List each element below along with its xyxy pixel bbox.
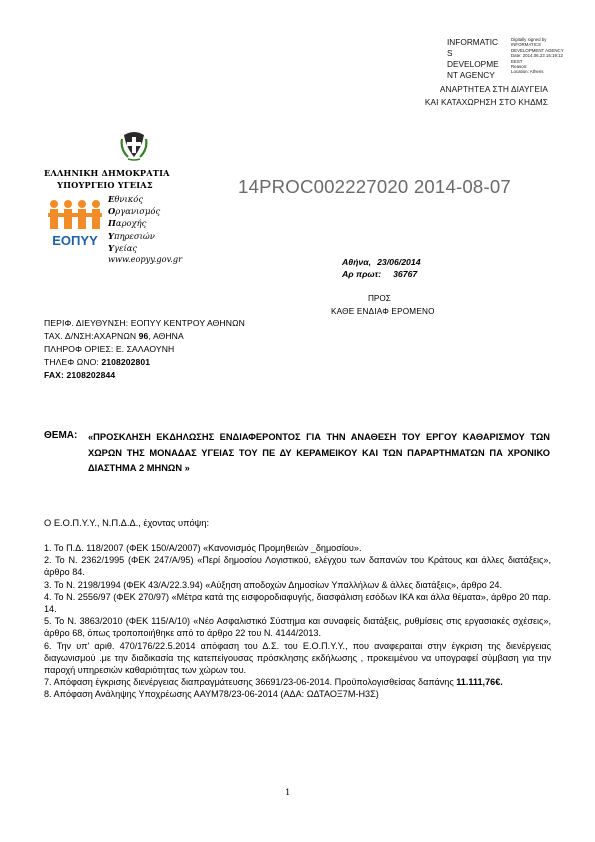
date-line — [342, 257, 421, 267]
subject-label: ΘΕΜΑ: — [44, 430, 78, 441]
agency-word: Υγείας — [108, 242, 138, 253]
signature-details — [511, 37, 591, 75]
ministry-name: ΥΠΟΥΡΓΕΙΟ ΥΓΕΙΑΣ — [57, 180, 153, 190]
sender-phone: ΤΗΛΕΦ ΩΝΟ: 2108202801 — [44, 357, 151, 367]
protocol-label: Αρ πρωτ: — [342, 269, 382, 279]
date-value: 23/06/2014 — [377, 257, 421, 267]
considerations-list — [44, 543, 551, 702]
signature-detail-line: Date: 2014.06.23 15:19:12 — [511, 53, 563, 59]
publication-stamp-line1: ΑΝΑΡΤΗΤΕΑ ΣΤΗ ΔΙΑΥΓΕΙΑ — [439, 84, 548, 94]
sender-fax: FAX: 2108202844 — [44, 370, 116, 380]
list-item: 7. Απόφαση έγκρισης διενέργειας διαπραγμάτευσης 36691/23-06-2014. Προϋπολογισθείσας δαπάνης 11.111,76€. — [44, 676, 503, 687]
signature-org-line: S — [447, 48, 453, 58]
signature-org-name — [447, 37, 507, 81]
signature-org-line: INFORMATIC — [447, 37, 499, 47]
protocol-number: 36767 — [393, 269, 418, 279]
recipient-label: ΠΡΟΣ — [368, 294, 391, 303]
signature-detail-line: Reason: — [511, 64, 528, 70]
signature-detail-line: Digitally signed by — [511, 37, 547, 42]
signature-org-line: DEVELOPME — [447, 59, 499, 69]
list-item: 2. Το Ν. 2362/1995 (ΦΕΚ 247/Α/95) «Περί δημοσίου Λογιστικού, ελέγχου των δαπανών του Κράτους και άλλες διατάξεις», άρθρο 84. — [44, 555, 551, 578]
greek-emblem-icon — [120, 131, 148, 161]
signature-detail-line: Location: Athens — [511, 69, 544, 75]
signature-detail-line: INFORMATICS — [511, 42, 541, 48]
list-item: 5. Το Ν. 3863/2010 (ΦΕΚ 115/Α/10) «Νέο Ασφαλιστικό Σύστημα και συναφείς διατάξεις, ρυθμίσεις στις εργασιακές σχέσεις», άρθρο 68, όπως τροποποιήθηκε από το άρθρο 22 του Ν. 4144/2013. — [44, 616, 551, 639]
intro-text: Ο Ε.Ο.Π.Υ.Υ., Ν.Π.Δ.Δ., έχοντας υπόψη: — [44, 518, 210, 528]
agency-website: www.eopyy.gov.gr — [108, 254, 183, 264]
country-name: ΕΛΛΗΝΙΚΗ ΔΗΜΟΚΡΑΤΙΑ — [44, 168, 170, 178]
list-item: 4. Το Ν. 2556/97 (ΦΕΚ 270/97) «Μέτρα κατά της εισφοροδιαφυγής, διασφάλιση εσόδων ΙΚΑ και άλλα θέματα», άρθρο 20 παρ. 14. — [44, 592, 551, 615]
date-label: Αθήνα, — [342, 257, 372, 267]
sender-department: ΠΕΡΙΦ. ΔΙΕΥΘΥΝΣΗ: ΕΟΠΥΥ ΚΕΝΤΡΟΥ ΑΘΗΝΩΝ — [44, 318, 245, 328]
list-item: 1. Το Π.Δ. 118/2007 (ΦΕΚ 150/Α/2007) «Κανονισμός Προμηθειών _δημοσίου». — [44, 543, 362, 553]
eopyy-logo — [44, 196, 106, 248]
sender-address: ΤΑΧ. Δ/ΝΣΗ:ΑΧΑΡΝΩΝ 96, ΑΘΗΝΑ — [44, 331, 184, 341]
budget-amount: 11.111,76€. — [456, 676, 503, 687]
document-id: 14PROC002227020 2014-08-07 — [238, 176, 511, 197]
agency-word: Υπηρεσιών — [108, 230, 155, 241]
page-number: 1 — [285, 788, 291, 798]
agency-word: Παροχής — [108, 218, 147, 229]
signature-org-line: NT AGENCY — [447, 70, 495, 80]
agency-word: Εθνικός — [108, 194, 144, 204]
list-item: 3. Το Ν. 2198/1994 (ΦΕΚ 43/Α/22.3.94) «Αύξηση αποδοχών Δημοσίων Υπαλλήλων & άλλες διατάξεις», άρθρο 24. — [44, 579, 503, 590]
subject-text: «ΠΡΟΣΚΛΗΣΗ ΕΚΔΗΛΩΣΗΣ ΕΝΔΙΑΦΕΡΟΝΤΟΣ ΓΙΑ ΤΗΝ ΑΝΑΘΕΣΗ ΤΟΥ ΕΡΓΟΥ ΚΑΘΑΡΙΣΜΟΥ ΤΩΝ ΧΩΡΩΝ ΤΗΣ ΜΟΝΑΔΑΣ ΥΓΕΙΑΣ ΤΟΥ ΠΕ ΔΥ ΚΕΡΑΜΕΙΚΟΥ ΚΑΙ ΤΩΝ ΠΑΡΑΡΤΗΜΑΤΩΝ ΠΑ ΧΡΟΝΙΚΟ ΔΙΑΣΤΗΜΑ 2 ΜΗΝΩΝ » — [88, 432, 550, 473]
protocol-line — [342, 269, 417, 279]
recipient-value: ΚΑΘΕ ΕΝΔΙΑΦ ΕΡΟΜΕΝΟ — [331, 307, 435, 316]
sender-contact-person: ΠΛΗΡΟΦ ΟΡΙΕΣ: Ε. ΣΑΛΑΟΥΝΗ — [44, 344, 175, 354]
signature-detail-line: DEVELOPMENT AGENCY — [511, 47, 564, 53]
signature-detail-line: EEST — [511, 58, 523, 64]
publication-stamp-line2: ΚΑΙ ΚΑΤΑΧΩΡΗΣΗ ΣΤΟ ΚΗΔΜΣ — [424, 97, 548, 107]
agency-word: Οργανισμός — [108, 206, 161, 217]
eopyy-logo-text: ΕΟΠΥΥ — [52, 233, 98, 248]
list-item: 8. Απόφαση Ανάληψης Υποχρέωσης ΑΑΥΜ78/23-06-2014 (ΑΔΑ: ΩΔΤΑΟΞ7Μ-Η3Σ) — [44, 689, 379, 700]
agency-full-name — [108, 193, 160, 254]
list-item: 6. Την υπ' αριθ. 470/176/22.5.2014 απόφαση του Δ.Σ. του Ε.Ο.Π.Υ.Υ., που αναφεραιται στην έγκριση της διενέργειας διαγωνισμού .με την διαδικασία της κατεπείγουσας πρόσκλησης εκδήλωσης , προκειμένου να υπογραφεί σύμβαση για την παροχή υπηρεσιών καθαριότητας των χώρων του. — [44, 640, 551, 675]
